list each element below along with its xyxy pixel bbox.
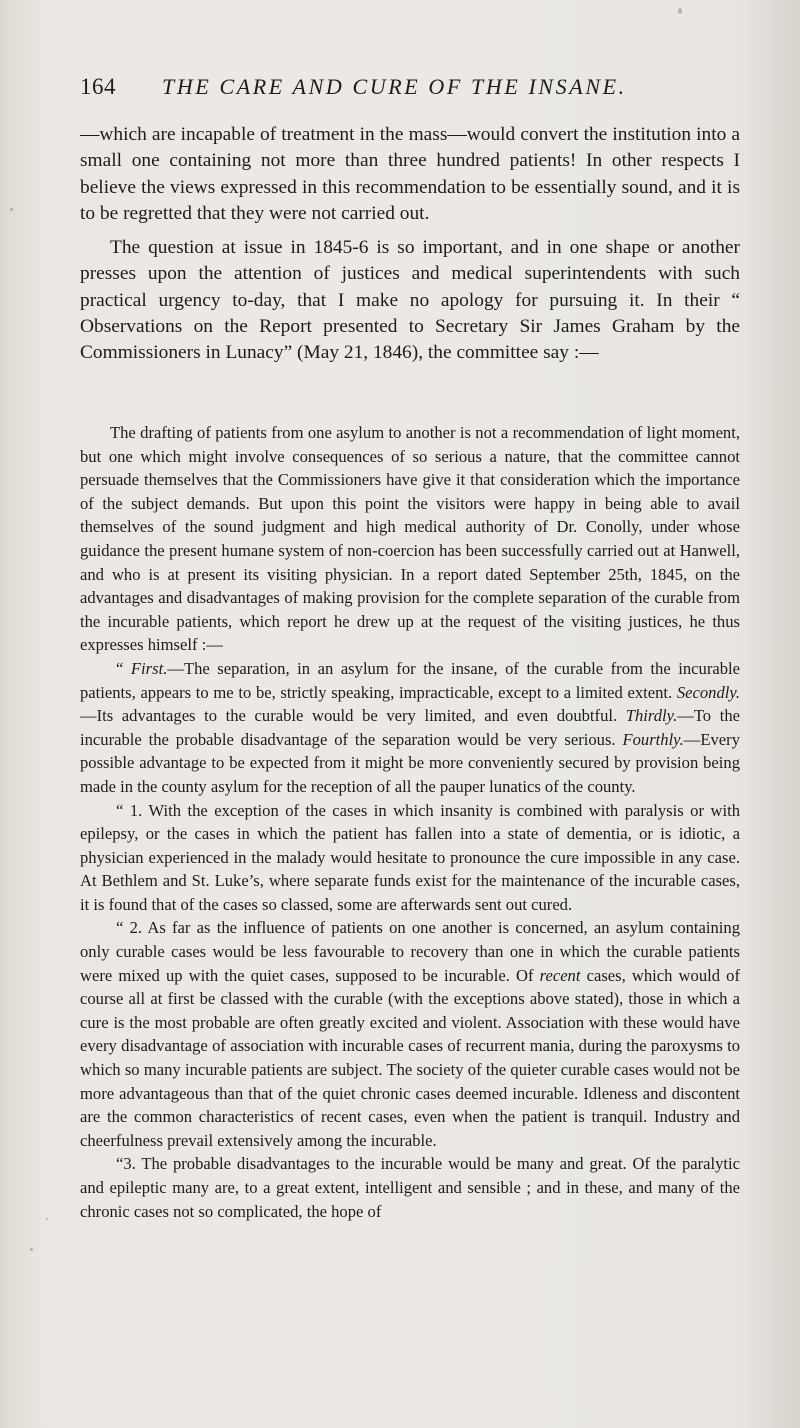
quote-point-1: “ 1. With the exception of the cases in which insanity is combined with paralysis or with epilepsy, or the cases in which the patient has fallen into a state of dementia, or is idiotic, a physician experienced in the malady would hesitate to pronounce the cure impossible in any case. At Bethlem and St. Luke’s, where separate funds exist for the maintenance of the incurable cases, it is found that of the cases so classed, some are afterwards sent out cured.	[80, 800, 740, 914]
paragraph: —which are incapable of treatment in the mass—would convert the institution into a small one containing not more than three hundred patients! In other respects I believe the views expressed in this recommendation to be essentially sound, and it is to be regretted that they were not carried out.	[80, 124, 740, 224]
third-label: Thirdly.	[625, 706, 678, 726]
second-label: Secondly.	[676, 682, 740, 702]
quote-intro: The drafting of patients from one asylum to another is not a recommendation of light moment, but one which might involve consequences of so serious a nature, that the committee cannot persuade themselves that the Commissioners have give it that consideration which the importance of the subject demands. But upon this point the visitors were happy in being able to avail themselves of the sound judgment and high medical authority of Dr. Conolly, under whose guidance the present humane system of non-coercion has been successfully carried out at Hanwell, and who is at present its visiting physician. In a report dated September 25th, 1845, on the advantages and disadvantages of making provision for the complete separation of the curable from the incurable patients, which report he drew up at the request of the visiting justices, he thus expresses himself :—	[80, 423, 740, 655]
block-quotation	[80, 421, 740, 1223]
running-title: THE CARE AND CURE OF THE INSANE.	[162, 74, 627, 99]
open-quote: “	[116, 658, 131, 678]
ink-speck	[46, 1218, 48, 1220]
main-text	[80, 122, 740, 367]
ink-speck	[678, 8, 682, 14]
ink-speck	[10, 208, 13, 211]
quote-point-3: “3. The probable disadvantages to the incurable would be many and great. Of the paralytic and epileptic many are, to a great extent, intelligent and sensible ; and in these, and many of the chronic cases not so complicated, the hope of	[80, 1154, 740, 1221]
third-text: —To the incurable the probable disadvantage of the separation would be very serious.	[80, 706, 740, 749]
quote-summary	[80, 657, 740, 799]
fourth-text: —Every possible advantage to be expected from it might be more conveniently secured by provision being made in the county asylum for the reception of all the pauper lunatics of the county.	[80, 729, 740, 796]
second-text: —Its advantages to the curable would be very limited, and even doubtful.	[80, 706, 626, 726]
page-number: 164	[80, 74, 116, 99]
first-text: —The separation, in an asylum for the insane, of the curable from the incurable patients, appears to me to be, strictly speaking, impracticable, except to a limited extent.	[80, 658, 740, 702]
quote-point-2	[80, 916, 740, 1152]
page-header	[80, 74, 760, 108]
fourth-label: Fourthly.	[622, 729, 684, 749]
paragraph: The question at issue in 1845-6 is so important, and in one shape or another presses upon the attention of justices and medical superintendents with such practical urgency to-day, that I make no apology for pursuing it. In their “ Observations on the Report presented to Secretary Sir James Graham by the Commissioners in Lunacy” (May 21, 1846), the committee say :—	[80, 237, 740, 364]
first-label: First.	[130, 658, 168, 678]
point-2-text-a: “ 2. As far as the influence of patients on one another is concerned, an asylum containing only curable cases would be less favourable to recovery than one in which the curable patients were mixed up with the quiet cases, supposed to be incurable. Of	[80, 918, 740, 985]
point-2-text-b: cases, which would of course all at first be classed with the curable (with the exceptions above stated), those in which a cure is the most probable are often greatly excited and violent. Association with these would have every disadvantage of association with incurable cases of recurrent mania, during the paroxysms to which so many incurable patients are subject. The society of the quieter curable cases would not be more advantageous than that of the quiet chronic cases deemed incurable. Idleness and discontent are the common characteristics of recent cases, even when the patient is tranquil. Industry and cheerfulness prevail extensively among the incurable.	[80, 965, 740, 1150]
point-2-recent: recent	[539, 965, 581, 985]
ink-speck	[30, 1248, 33, 1251]
